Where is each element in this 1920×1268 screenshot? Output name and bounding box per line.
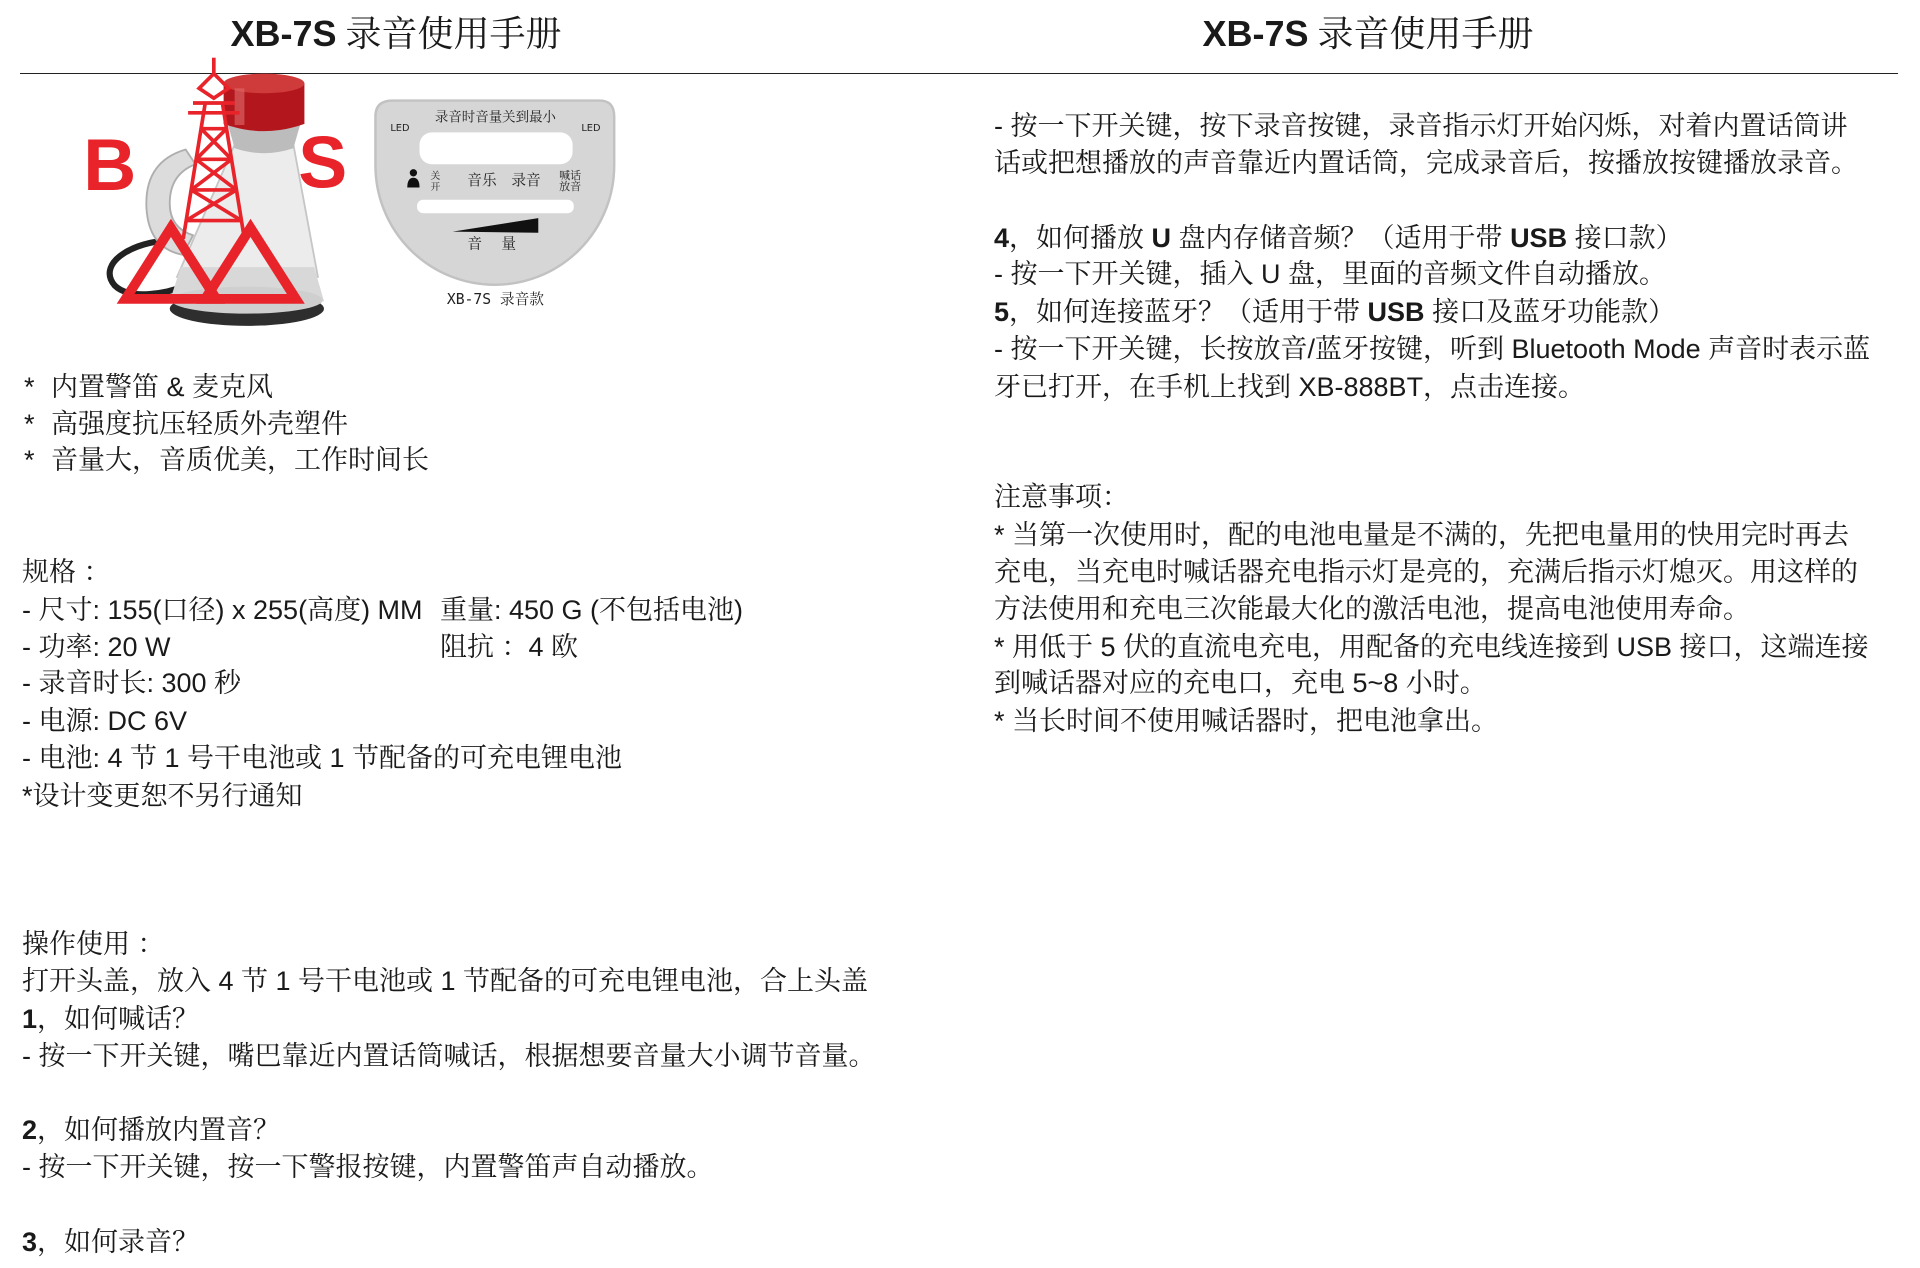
question-3-answer: - 按一下开关键，按下录音按键，录音指示灯开始闪烁，对着内置话筒讲 xyxy=(994,111,1848,141)
product-figure xyxy=(73,49,624,337)
question-text: ，如何连接蓝牙？（适用于带 xyxy=(1009,297,1368,327)
shout-label: 喊话 xyxy=(559,168,582,182)
feature-text: 内置警笛 & 麦克风 xyxy=(51,372,274,402)
question-2-answer: - 按一下开关键，按一下警报按键，内置警笛声自动播放。 xyxy=(22,1152,714,1182)
question-text: ，如何录音？ xyxy=(37,1227,200,1257)
panel-top-label: 录音时音量关到最小 xyxy=(434,110,556,126)
question-number: 2 xyxy=(22,1115,38,1145)
feature-item xyxy=(24,369,273,405)
question-text: ，如何播放 xyxy=(1009,223,1152,253)
notes-line: * 当第一次使用时，配的电池电量是不满的，先把电量用的快用完时再去 xyxy=(994,520,1850,550)
feature-item xyxy=(24,442,429,478)
logo-letter-s: S xyxy=(298,120,348,204)
spec-power-source: - 电源: DC 6V xyxy=(22,706,188,736)
spec-battery: - 电池: 4 节 1 号干电池或 1 节配备的可充电锂电池 xyxy=(22,743,623,773)
question-text: ，如何喊话？ xyxy=(37,1004,200,1034)
title-text: 录音使用手册 xyxy=(345,13,562,54)
figure-caption: XB-7S 录音款 xyxy=(446,290,544,308)
bullet-marker: * xyxy=(24,372,35,402)
notes-line: 方法使用和充电三次能最大化的激活电池，提高电池使用寿命。 xyxy=(994,594,1750,624)
question-4-answer: - 按一下开关键，插入 U 盘，里面的音频文件自动播放。 xyxy=(994,259,1666,289)
spec-record-time: - 录音时长: 300 秒 xyxy=(22,668,242,698)
body xyxy=(177,145,318,277)
logo-letter-b: B xyxy=(83,122,137,206)
question-text: 盘内存储音频？（适用于带 xyxy=(1171,223,1511,253)
question-text-bold: USB xyxy=(1510,223,1568,253)
spec-size: - 尺寸: 155(口径) x 255(高度) MM xyxy=(22,595,423,625)
bullet-marker: * xyxy=(24,445,35,475)
notes-heading: 注意事项： xyxy=(994,482,1129,512)
operation-intro: 打开头盖，放入 4 节 1 号干电池或 1 节配备的可充电锂电池，合上头盖 xyxy=(22,966,869,996)
volume-label: 音 量 xyxy=(467,235,524,253)
play-label: 放音 xyxy=(559,179,582,193)
question-1-answer: - 按一下开关键，嘴巴靠近内置话筒喊话，根据想要音量大小调节音量。 xyxy=(22,1041,876,1071)
question-number: 4 xyxy=(994,223,1010,253)
model-name: XB-7S xyxy=(1202,13,1309,54)
spec-weight: 重量: 450 G (不包括电池) xyxy=(440,595,744,625)
led-left-label: LED xyxy=(390,123,410,135)
question-5-answer: - 按一下开关键，长按放音/蓝牙按键，听到 Bluetooth Mode 声音时表示蓝 xyxy=(994,334,1871,364)
question-5-heading xyxy=(994,294,1675,330)
control-panel-diagram xyxy=(375,101,614,285)
feature-text: 高强度抗压轻质外壳塑件 xyxy=(51,409,348,439)
power-label-off: 关 xyxy=(430,170,441,182)
cap-highlight xyxy=(235,88,245,125)
page-title-right xyxy=(968,11,1768,57)
specs-heading: 规格 ： xyxy=(22,557,111,587)
volume-slider-track xyxy=(417,200,574,213)
operation-heading: 操作使用 ： xyxy=(22,929,165,959)
question-5-answer: 牙已打开，在手机上找到 XB-888BT，点击连接。 xyxy=(994,372,1586,402)
notes-line: 到喊话器对应的充电口，充电 5~8 小时。 xyxy=(994,668,1487,698)
notes-line: * 当长时间不使用喊话器时，把电池拿出。 xyxy=(994,706,1499,736)
notes-line: * 用低于 5 伏的直流电充电，用配备的充电线连接到 USB 接口，这端连接 xyxy=(994,632,1869,662)
spec-note: *设计变更恕不另行通知 xyxy=(22,781,303,811)
question-text: 接口及蓝牙功能款） xyxy=(1424,297,1676,327)
question-3-heading xyxy=(22,1224,199,1260)
led-right-label: LED xyxy=(581,123,601,135)
display-window xyxy=(420,132,573,164)
spec-impedance: 阻抗 ：4 欧 xyxy=(440,632,579,662)
bullet-marker: * xyxy=(24,409,35,439)
question-text-bold: USB xyxy=(1367,297,1425,327)
model-name: XB-7S xyxy=(230,13,337,54)
question-4-heading xyxy=(994,220,1683,256)
question-text-bold: U xyxy=(1151,223,1172,253)
title-text: 录音使用手册 xyxy=(1317,13,1534,54)
spec-power: - 功率: 20 W xyxy=(22,632,171,662)
music-label: 音乐 xyxy=(467,172,497,190)
question-text: 接口款） xyxy=(1567,223,1683,253)
notes-line: 充电，当充电时喊话器充电指示灯是亮的，充满后指示灯熄灭。用这样的 xyxy=(994,557,1858,587)
power-label-on: 开 xyxy=(430,181,441,193)
question-3-answer: 话或把想播放的声音靠近内置话筒，完成录音后，按播放按键播放录音。 xyxy=(994,148,1858,178)
question-number: 1 xyxy=(22,1004,38,1034)
feature-text: 音量大，音质优美，工作时间长 xyxy=(51,445,429,475)
feature-item xyxy=(24,406,348,442)
question-2-heading xyxy=(22,1112,280,1148)
question-text: ，如何播放内置音？ xyxy=(37,1115,281,1145)
question-number: 5 xyxy=(994,297,1010,327)
question-number: 3 xyxy=(22,1227,38,1257)
record-label: 录音 xyxy=(511,172,541,190)
question-1-heading xyxy=(22,1001,199,1037)
